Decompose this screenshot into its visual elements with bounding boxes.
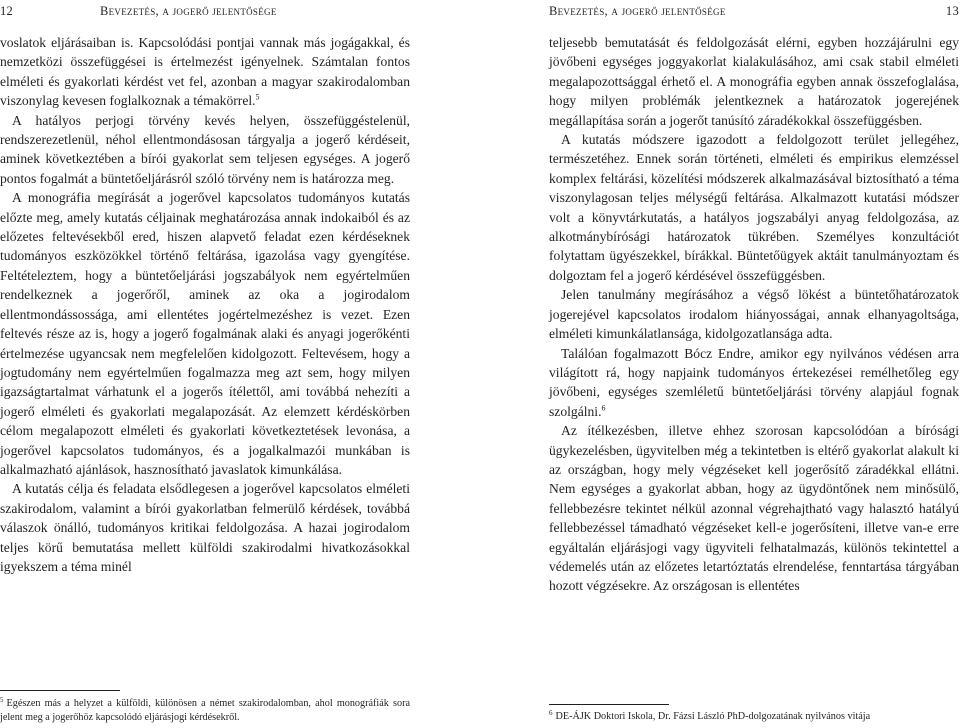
paragraph-text: voslatok eljárásaiban is. Kapcsolódási pontjai vannak más jogágakkal, és nemzetközi összefüggései is értelmezést igényelnek. Számtalan fontos elméleti és gyakorlati kérdést vet fel, azonban a magyar szakirodalomban viszonylag kevesen foglalkoznak a témakörrel. <box>0 35 410 109</box>
footnote-rule <box>549 704 669 705</box>
paragraph-text: A hatályos perjogi törvény kevés helyen, összefüggéstelenül, rendszerezetlenül, néhol ellentmondásosan tárgyalja a jogerő kérdéseit, aminek következtében a bírói gyakorlat sem teljesen egységes. A jogerő pontos fogalmát a büntetőeljárásról szóló törvény nem is határozza meg. <box>0 112 410 186</box>
right-page <box>549 0 959 728</box>
running-head-title: Bevezetés, a jogerő jelentősége <box>549 4 726 18</box>
paragraph <box>549 285 959 343</box>
paragraph-text: teljesebb bemutatását és feldolgozását elérni, egyben hozzájárulni egy jövőbeni egységes joggyakorlat kialakulásához, ami csak stabil elméleti megalapozottsággal érhető el. A monográfia egyben annak összefoglalása, hogy milyen problémák jelentkeznek a határozatok jogerejének megállapítása során a jogerőt tanúsító záradékokkal összefüggésben. <box>549 35 959 128</box>
paragraph <box>0 33 410 111</box>
footnote-number: 6 <box>549 708 553 717</box>
footnote-ref[interactable]: 5 <box>255 92 260 102</box>
left-page <box>0 0 410 728</box>
paragraph <box>549 421 959 596</box>
paragraph <box>0 188 410 479</box>
page-number: 13 <box>945 4 959 18</box>
body-text <box>549 33 959 596</box>
paragraph-text: Az ítélkezésben, illetve ehhez szorosan kapcsolódóan a bírósági ügykezelésben, ügyvitelben még a tekintetben is eltérő gyakorlat alakult ki az országban, hogy mely végzéseket kell jogerősítő záradékkal ellátni. Nem egységes a gyakorlat abban, hogy az ügydöntőnek nem minősülő, fellebbezésre tekintet nélkül azonnal végrehajtható vagy halasztó hatályú fellebbezéssel támadható végzéseket kell-e jogerősíteni, illetve van-e erre egyáltalán eljárásjogi vagy ügyviteli felhatalmazás, különös tekintettel a védemelés után az előzetes letartóztatás elrendelése, fenntartása tárgyában hozott végzésekre. Az országosan is ellentétes <box>549 423 959 594</box>
paragraph-text: Találóan fogalmazott Bócz Endre, amikor egy nyilvános védésen arra világított rá, hogy napjaink tudományos értekezései remélhetőleg egy jövőbeni, egységes szemléletű büntetőeljárási törvény alapjául fognak szolgálni. <box>549 345 959 419</box>
paragraph <box>0 111 410 189</box>
paragraph-text: A kutatás módszere igazodott a feldolgozott terület jellegéhez, természetéhez. Ennek során történeti, elméleti és empirikus elemzéssel komplex feltárási, közelítési módszerek alkalmazásával biztosítható a téma viszonylagosan teljes mélységű feltárása. Alkalmazott kutatási módszer volt a könyvtárkutatás, a hatályos jogszabályi anyag feldolgozása, az alkotmánybírósági határozatok tükrében. Személyes konzultációt folytattam ügyészekkel, bírákkal. Büntetőügyek aktáit tanulmányoztam és dolgoztam fel a jogerő kérdésével összefüggésben. <box>549 132 959 283</box>
footnote-ref[interactable]: 6 <box>601 403 606 413</box>
body-text <box>0 33 410 576</box>
footnote <box>549 710 959 724</box>
paragraph-text: Jelen tanulmány megírásához a végső lökést a büntetőhatározatok jogerejével kapcsolatos irodalom hiányosságai, annak elhanyagoltsága, elméleti kimunkálatlansága, kidolgozatlansága adta. <box>549 287 959 342</box>
paragraph-text: A monográfia megírását a jogerővel kapcsolatos tudományos kutatás előzte meg, amely kutatás céljainak meghatározása annak indokaiból és az előzetes feltevésekből ered, hiszen alapvető feladat ezen kérdéseknek tudományos eszközökkel történő feltárása, igazolása vagy gyengítése. Feltételeztem, hogy a büntetőeljárási jogszabályok nem egyértelműen rendelkeznek a jogerőről, aminek az oka a jogirodalom ellentmondássossága, ami ellentétes jogértelmezéshez is vezet. Ezen feltevés része az is, hogy a jogerő fogalmának alaki és anyagi jogerőkénti értelmezése ugyancsak nem megfelelően kidolgozott. Feltevésem, hogy a jogtudomány nem egyértelműen fogalmazza meg azt sem, hogy milyen igazságtartalmat várhatunk el a jogerős ítélettől, ami továbbá nehezíti a jogerő elméleti és gyakorlati megalapozását. Az elemzett kérdéskörben célom megalapozott elméleti és gyakorlati következtetések levonása, a jogerővel kapcsolatos tudományos, és a jogalkalmazói munkában is alkalmazható ajánlások, hasznosítható javaslatok kimunkálása. <box>0 190 410 477</box>
footnote-text: DE-ÁJK Doktori Iskola, Dr. Fázsi László PhD-dolgozatának nyilvános vitája <box>555 711 871 722</box>
running-header <box>549 4 959 20</box>
footnote-text: Egészen más a helyzet a külföldi, különösen a német szakirodalomban, ahol monográfiák sora jelent meg a jogerőhöz kapcsolódó eljárásjogi kérdésekről. <box>0 698 410 723</box>
running-head-title: Bevezetés, a jogerő jelentősége <box>100 4 277 18</box>
paragraph-text: A kutatás célja és feladata elsődlegesen a jogerővel kapcsolatos elméleti szakirodalom, valamint a bírói gyakorlatban felmerülő kérdések, továbbá válaszok önálló, tudományos kritikai feldolgozása. A hazai jogirodalom teljes körű bemutatása mellett külföldi szakirodalmi hivatkozásokkal igyekszem a téma minél <box>0 481 410 574</box>
running-header <box>0 4 410 20</box>
paragraph <box>549 344 959 422</box>
paragraph <box>549 130 959 285</box>
page-number: 12 <box>0 4 14 18</box>
paragraph <box>0 479 410 576</box>
footnote <box>0 697 410 725</box>
footnote-rule <box>0 690 120 691</box>
footnote-number: 5 <box>0 695 4 704</box>
paragraph <box>549 33 959 130</box>
